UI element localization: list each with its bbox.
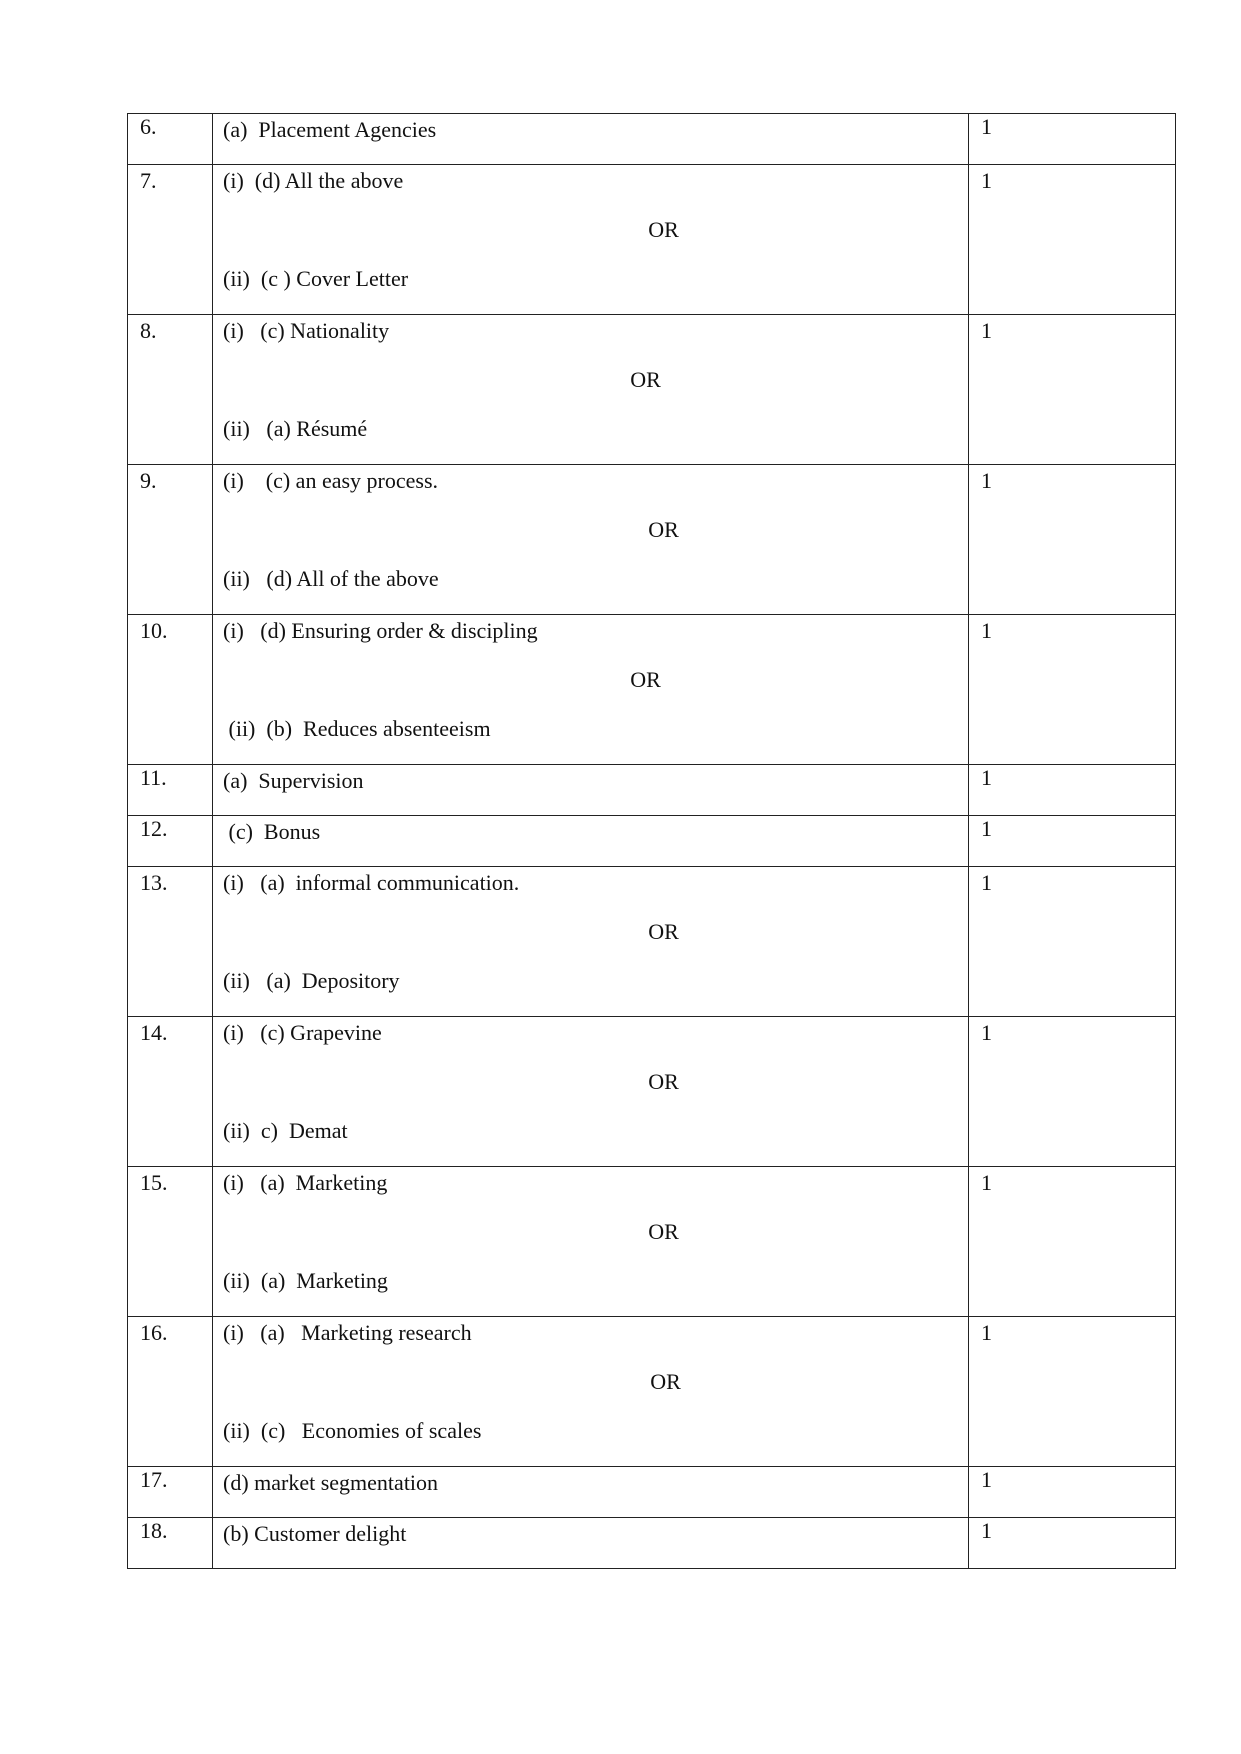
question-number <box>128 114 213 165</box>
table-row <box>128 1467 1176 1518</box>
option-i-text: (i) (d) Ensuring order & discipling <box>223 618 538 643</box>
answer-cell <box>213 615 969 765</box>
table-row <box>128 615 1176 765</box>
table-row <box>128 114 1176 165</box>
question-number <box>128 615 213 765</box>
marks-text: 1 <box>981 1170 992 1195</box>
marks-text: 1 <box>981 1020 992 1045</box>
marks-cell <box>969 465 1176 615</box>
answer-text: (c) Bonus <box>223 819 321 844</box>
question-number-text: 13. <box>140 870 168 895</box>
question-number-text: 9. <box>140 468 157 493</box>
table-row <box>128 1167 1176 1317</box>
answer-cell <box>213 1167 969 1317</box>
marks-text: 1 <box>981 816 992 841</box>
marks-text: 1 <box>981 468 992 493</box>
table-row <box>128 165 1176 315</box>
option-i-text: (i) (a) informal communication. <box>223 870 520 895</box>
answer-key-table <box>127 113 1176 1569</box>
answer-cell <box>213 1518 969 1569</box>
or-separator: OR <box>648 1219 679 1244</box>
marks-cell <box>969 1317 1176 1467</box>
question-number-text: 18. <box>140 1518 168 1543</box>
question-number <box>128 1167 213 1317</box>
table-row <box>128 1518 1176 1569</box>
option-ii-text: (ii) (d) All of the above <box>223 566 439 591</box>
answer-text: (b) Customer delight <box>223 1521 407 1546</box>
marks-cell <box>969 765 1176 816</box>
or-separator: OR <box>648 1069 679 1094</box>
marks-cell <box>969 816 1176 867</box>
question-number <box>128 816 213 867</box>
table-row <box>128 816 1176 867</box>
table-row <box>128 765 1176 816</box>
table-row <box>128 315 1176 465</box>
marks-text: 1 <box>981 114 992 139</box>
question-number <box>128 1317 213 1467</box>
marks-cell <box>969 1017 1176 1167</box>
marks-cell <box>969 315 1176 465</box>
marks-text: 1 <box>981 870 992 895</box>
table-row <box>128 1317 1176 1467</box>
question-number-text: 10. <box>140 618 168 643</box>
question-number <box>128 765 213 816</box>
question-number-text: 6. <box>140 114 157 139</box>
question-number-text: 8. <box>140 318 157 343</box>
question-number <box>128 867 213 1017</box>
answer-cell <box>213 165 969 315</box>
marks-cell <box>969 165 1176 315</box>
or-separator: OR <box>648 919 679 944</box>
answer-cell <box>213 1467 969 1518</box>
answer-cell <box>213 114 969 165</box>
option-ii-text: (ii) (a) Résumé <box>223 416 368 441</box>
question-number-text: 15. <box>140 1170 168 1195</box>
question-number-text: 11. <box>140 765 167 790</box>
marks-text: 1 <box>981 618 992 643</box>
marks-text: 1 <box>981 1320 992 1345</box>
option-i-text: (i) (a) Marketing research <box>223 1320 472 1345</box>
answer-cell <box>213 1017 969 1167</box>
answer-cell <box>213 867 969 1017</box>
or-separator: OR <box>650 1369 681 1394</box>
answer-key-body <box>128 114 1176 1569</box>
option-ii-text: (ii) (a) Depository <box>223 968 400 993</box>
answer-text: (d) market segmentation <box>223 1470 439 1495</box>
answer-cell <box>213 1317 969 1467</box>
marks-cell <box>969 1467 1176 1518</box>
option-ii-text: (ii) (c ) Cover Letter <box>223 266 409 291</box>
table-row <box>128 1017 1176 1167</box>
option-ii-text: (ii) (a) Marketing <box>223 1268 388 1293</box>
option-ii-text: (ii) (c) Economies of scales <box>223 1418 482 1443</box>
table-row <box>128 867 1176 1017</box>
question-number <box>128 1017 213 1167</box>
table-row <box>128 465 1176 615</box>
marks-text: 1 <box>981 318 992 343</box>
question-number-text: 7. <box>140 168 157 193</box>
or-separator: OR <box>630 367 661 392</box>
marks-text: 1 <box>981 765 992 790</box>
marks-text: 1 <box>981 1518 992 1543</box>
marks-cell <box>969 1518 1176 1569</box>
question-number <box>128 315 213 465</box>
question-number <box>128 1467 213 1518</box>
option-ii-text: (ii) (b) Reduces absenteeism <box>223 716 491 741</box>
question-number-text: 12. <box>140 816 168 841</box>
marks-cell <box>969 615 1176 765</box>
marks-cell <box>969 1167 1176 1317</box>
or-separator: OR <box>648 517 679 542</box>
answer-cell <box>213 465 969 615</box>
option-i-text: (i) (d) All the above <box>223 168 404 193</box>
answer-cell <box>213 765 969 816</box>
answer-cell <box>213 315 969 465</box>
or-separator: OR <box>630 667 661 692</box>
answer-text: (a) Supervision <box>223 768 364 793</box>
answer-text: (a) Placement Agencies <box>223 117 437 142</box>
question-number <box>128 1518 213 1569</box>
option-ii-text: (ii) c) Demat <box>223 1118 348 1143</box>
question-number-text: 17. <box>140 1467 168 1492</box>
option-i-text: (i) (c) an easy process. <box>223 468 439 493</box>
or-separator: OR <box>648 217 679 242</box>
question-number-text: 14. <box>140 1020 168 1045</box>
marks-cell <box>969 114 1176 165</box>
option-i-text: (i) (c) Nationality <box>223 318 390 343</box>
option-i-text: (i) (c) Grapevine <box>223 1020 382 1045</box>
marks-cell <box>969 867 1176 1017</box>
option-i-text: (i) (a) Marketing <box>223 1170 388 1195</box>
marks-text: 1 <box>981 1467 992 1492</box>
answer-cell <box>213 816 969 867</box>
question-number <box>128 165 213 315</box>
question-number-text: 16. <box>140 1320 168 1345</box>
marks-text: 1 <box>981 168 992 193</box>
question-number <box>128 465 213 615</box>
